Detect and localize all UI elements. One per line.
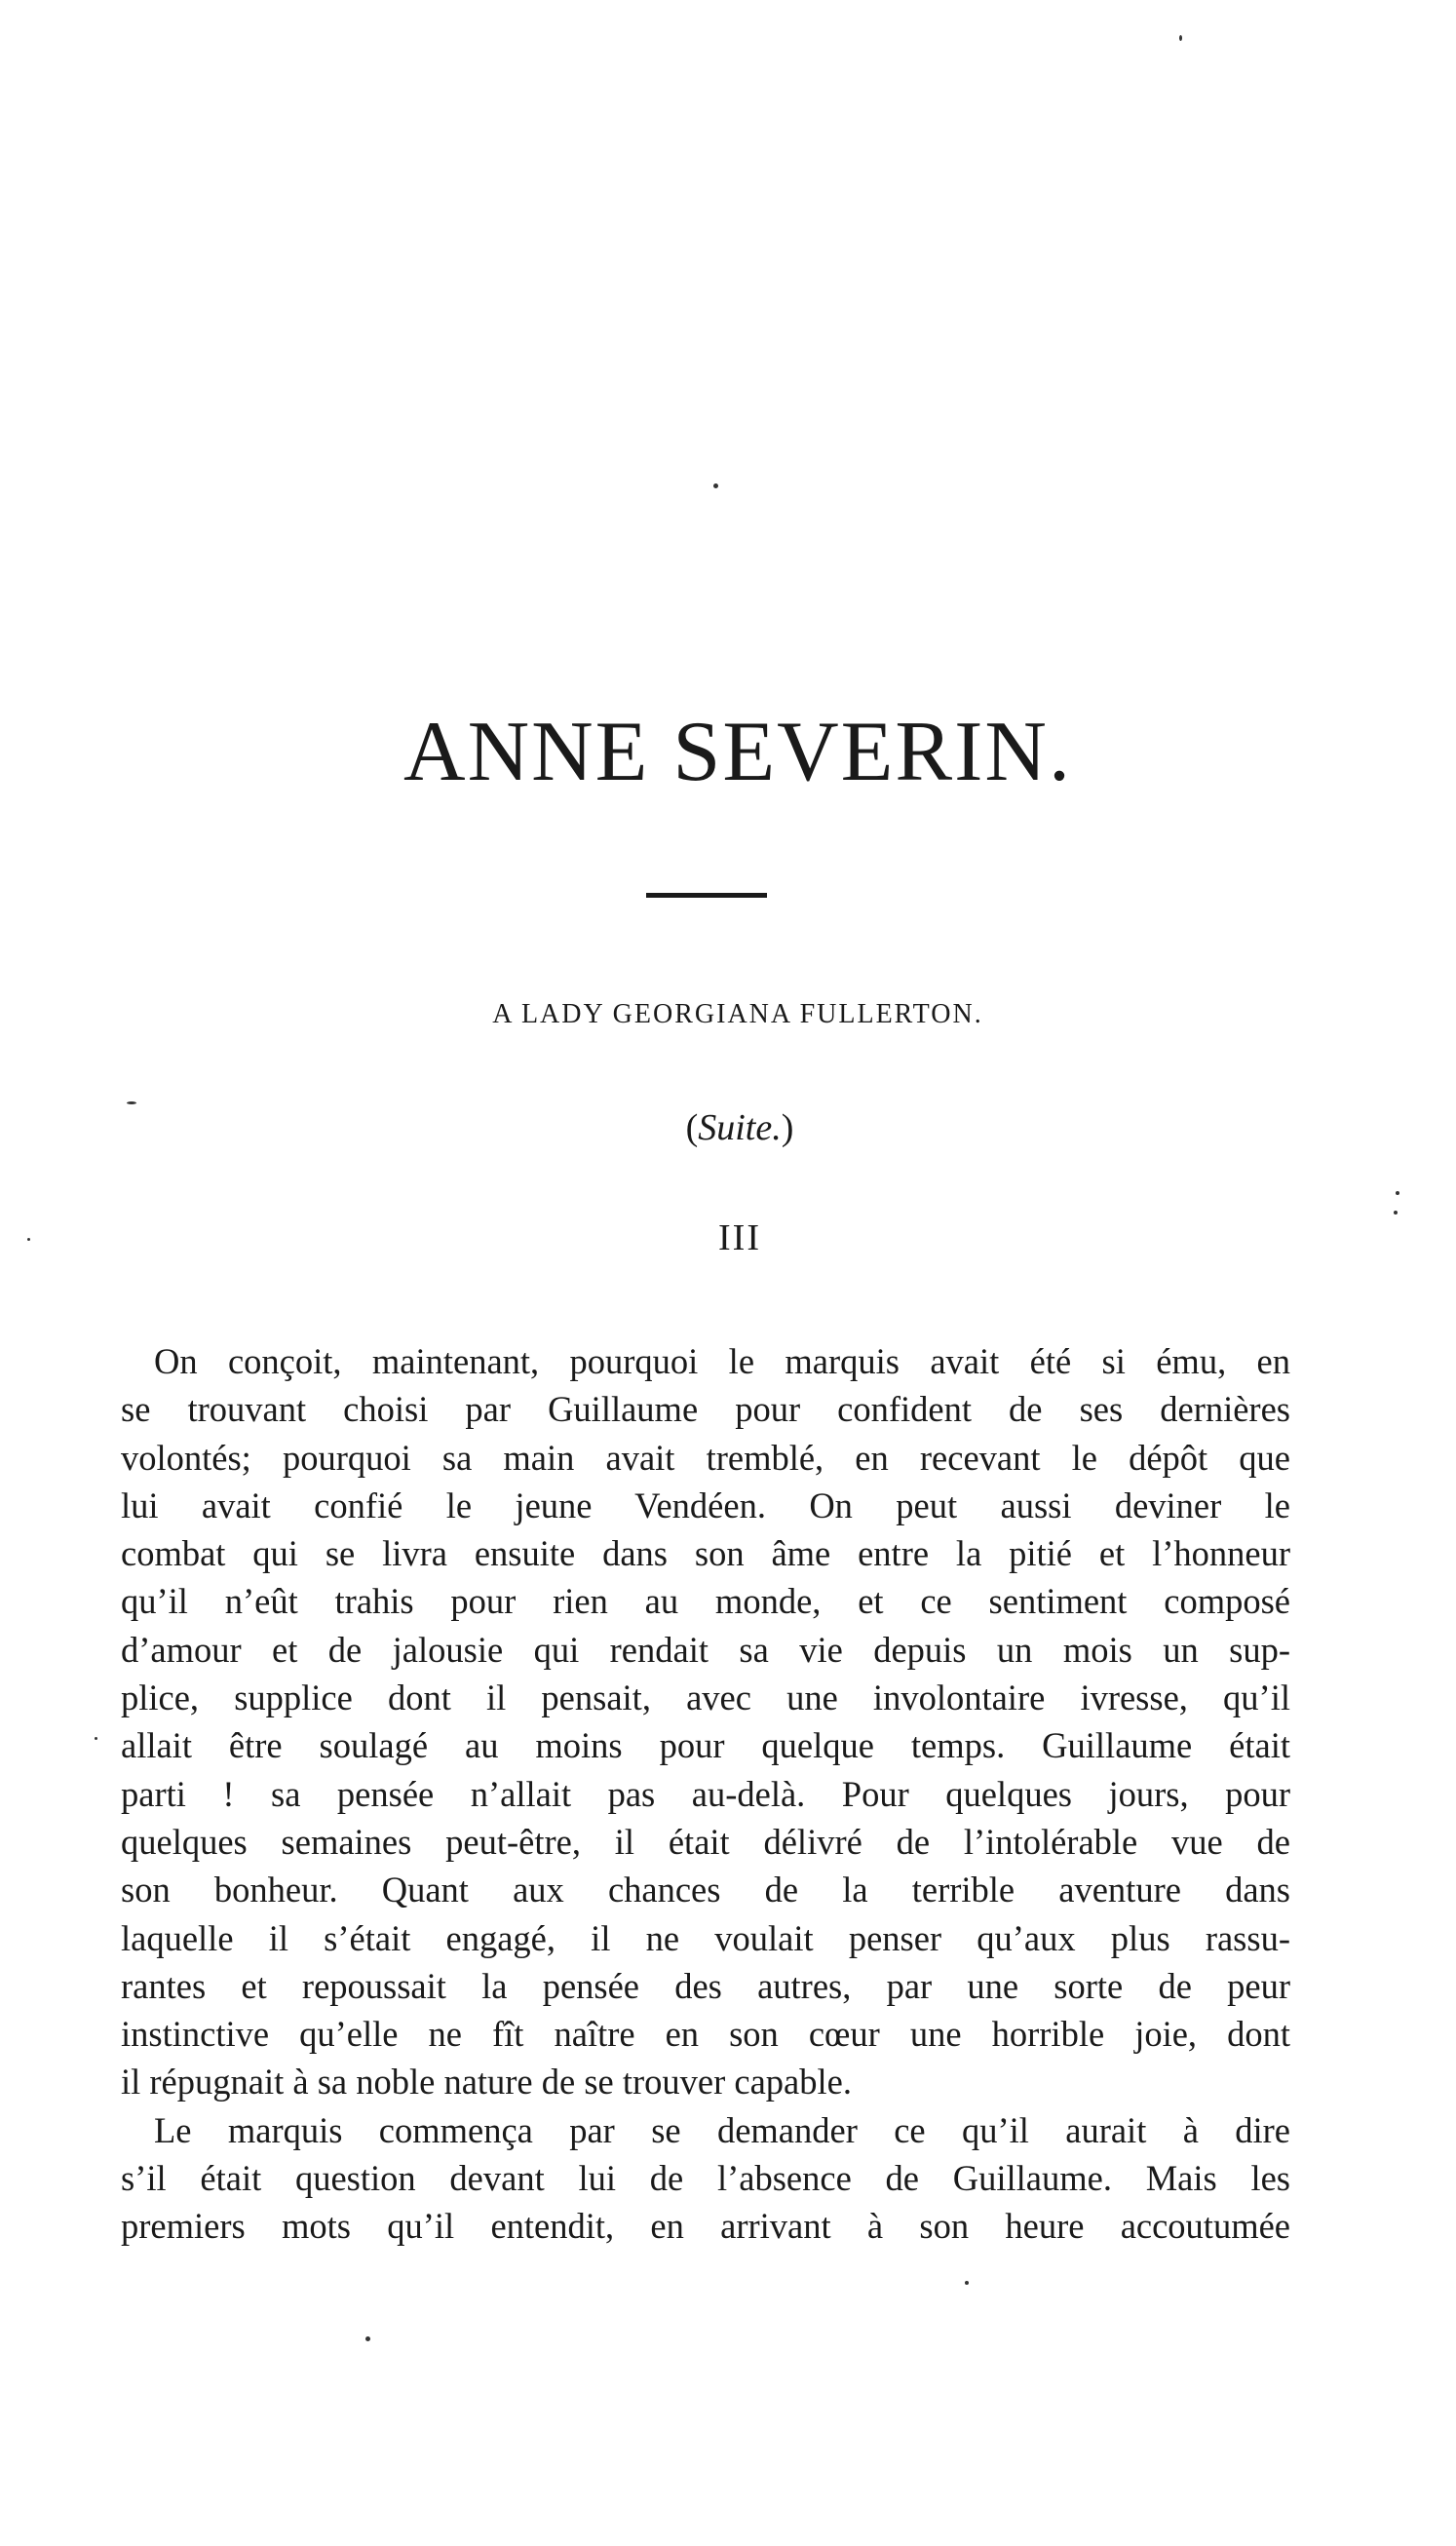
scan-speck [27, 1238, 30, 1241]
suite-close-paren: ) [781, 1107, 794, 1148]
chapter-number: III [718, 1217, 761, 1258]
text-line: volontés; pourquoi sa main avait tremblé, en recevant le dépôt que [121, 1437, 1290, 1478]
page-title: ANNE SEVERIN. [403, 705, 1072, 799]
continuation-note [0, 1106, 1456, 1149]
text-line: premiers mots qu’il entendit, en arrivant à son heure accoutumée [121, 2206, 1290, 2247]
title-rule [646, 893, 767, 898]
body-text [121, 1337, 1290, 2251]
suite-open-paren: ( [685, 1107, 699, 1148]
text-line: On conçoit, maintenant, pourquoi le marquis avait été si ému, en [154, 1341, 1290, 1381]
text-line: quelques semaines peut-être, il était délivré de l’intolérable vue de [121, 1821, 1290, 1862]
text-line: allait être soulagé au moins pour quelque temps. Guillaume était [121, 1725, 1290, 1766]
text-line: s’il était question devant lui de l’absence de Guillaume. Mais les [121, 2158, 1290, 2199]
text-line: se trouvant choisi par Guillaume pour confident de ses dernières [121, 1389, 1290, 1430]
scan-speck [365, 2336, 370, 2341]
paragraph-2 [121, 2106, 1290, 2251]
text-line: rantes et repoussait la pensée des autres, par une sorte de peur [121, 1965, 1290, 2006]
paragraph-1 [121, 1337, 1290, 2106]
scan-speck [95, 1737, 97, 1740]
text-line: qu’il n’eût trahis pour rien au monde, et ce sentiment composé [121, 1581, 1290, 1622]
text-line: Le marquis commença par se demander ce qu’il aurait à dire [154, 2109, 1290, 2150]
text-line: laquelle il s’était engagé, il ne voulait penser qu’aux plus rassu- [121, 1917, 1290, 1958]
scan-speck [1396, 1191, 1399, 1195]
text-line: il répugnait à sa noble nature de se trouver capable. [121, 2062, 852, 2102]
suite-word: Suite. [698, 1107, 782, 1148]
text-line: son bonheur. Quant aux chances de la terrible aventure dans [121, 1870, 1290, 1910]
text-line: plice, supplice dont il pensait, avec une involontaire ivresse, qu’il [121, 1678, 1290, 1718]
text-line: d’amour et de jalousie qui rendait sa vie depuis un mois un sup- [121, 1629, 1290, 1670]
scan-speck [1179, 35, 1182, 41]
text-line: combat qui se livra ensuite dans son âme entre la pitié et l’honneur [121, 1533, 1290, 1574]
scan-speck [713, 483, 718, 488]
scan-speck [127, 1101, 136, 1104]
dedication: A LADY GEORGIANA FULLERTON. [492, 999, 983, 1029]
text-line: instinctive qu’elle ne fît naître en son cœur une horrible joie, dont [121, 2014, 1290, 2055]
scan-speck [965, 2281, 969, 2285]
text-line: lui avait confié le jeune Vendéen. On peut aussi deviner le [121, 1485, 1290, 1525]
scan-speck [1394, 1211, 1398, 1215]
text-line: parti ! sa pensée n’allait pas au-delà. Pour quelques jours, pour [121, 1773, 1290, 1814]
